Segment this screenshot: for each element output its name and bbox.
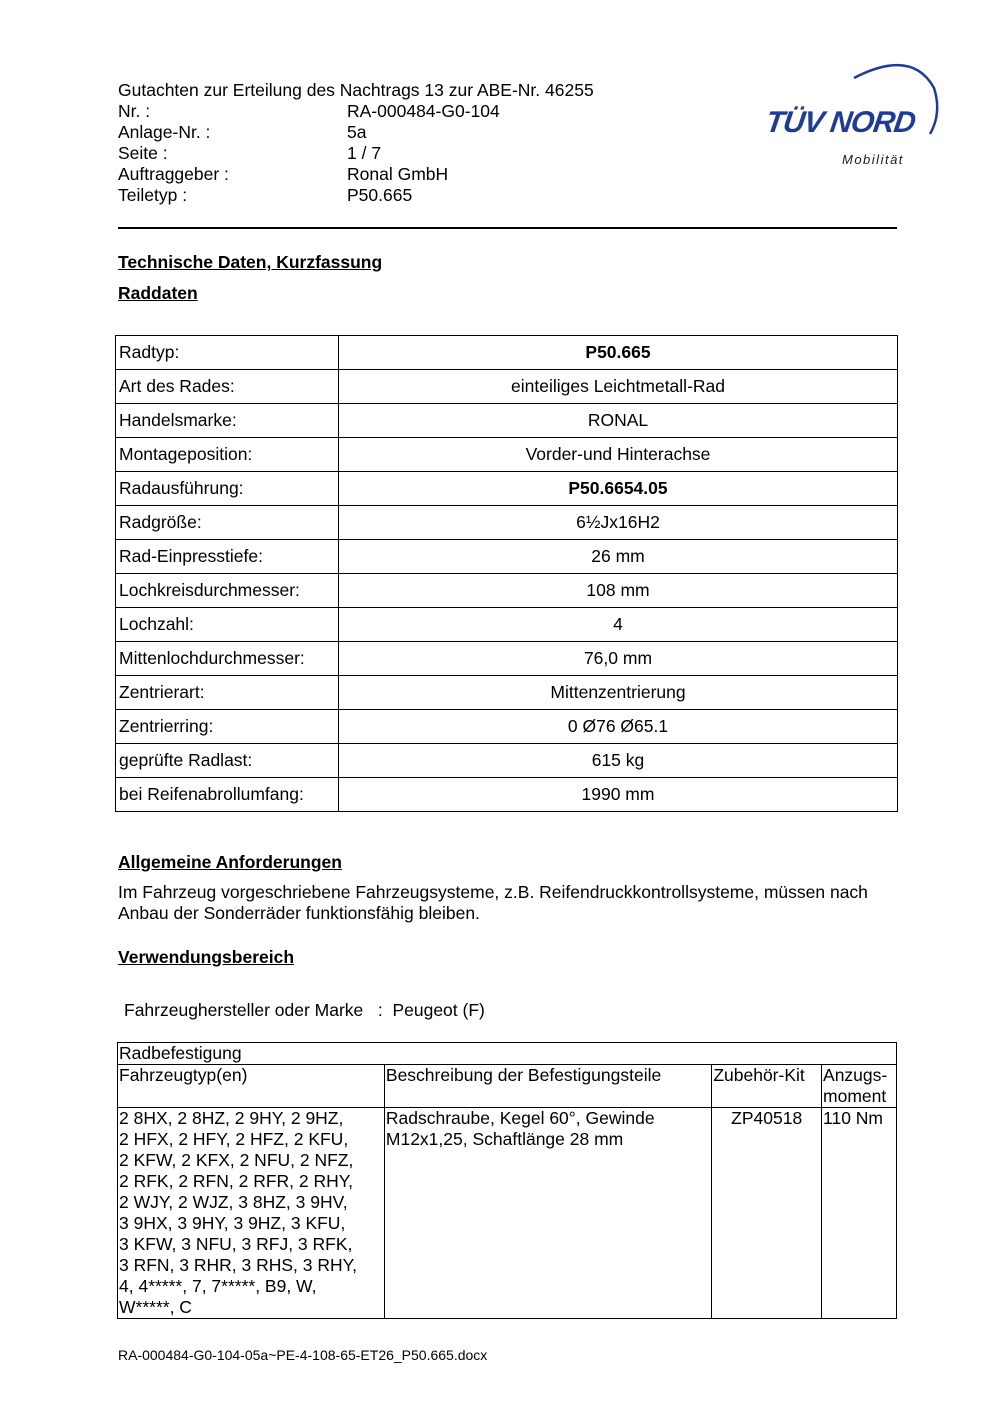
raddaten-value: P50.665 bbox=[339, 336, 898, 370]
raddaten-label: Radgröße: bbox=[116, 506, 339, 540]
cell-line: 3 9HX, 3 9HY, 3 9HZ, 3 KFU, bbox=[119, 1213, 346, 1233]
radbefestigung-caption: Radbefestigung bbox=[118, 1043, 897, 1065]
header-field-value: P50.665 bbox=[347, 185, 413, 205]
raddaten-value: 1990 mm bbox=[339, 778, 898, 812]
section-raddaten: Raddaten bbox=[118, 283, 198, 303]
anzugsmoment-cell: 110 Nm bbox=[822, 1108, 897, 1319]
raddaten-value: 615 kg bbox=[339, 744, 898, 778]
header-field-label: Nr. : bbox=[118, 101, 151, 121]
raddaten-label: Rad-Einpresstiefe: bbox=[116, 540, 339, 574]
raddaten-value: RONAL bbox=[339, 404, 898, 438]
raddaten-label: bei Reifenabrollumfang: bbox=[116, 778, 339, 812]
cell-line: 4, 4*****, 7, 7*****, B9, W, bbox=[119, 1276, 317, 1296]
table-row bbox=[116, 404, 898, 438]
cell-line: 2 RFK, 2 RFN, 2 RFR, 2 RHY, bbox=[119, 1171, 354, 1191]
cell-line: 2 HFX, 2 HFY, 2 HFZ, 2 KFU, bbox=[119, 1129, 349, 1149]
table-row bbox=[116, 438, 898, 472]
header-field-label: Seite : bbox=[118, 143, 168, 163]
raddaten-value: P50.6654.05 bbox=[339, 472, 898, 506]
table-row bbox=[116, 370, 898, 404]
header-fahrzeugtyp: Fahrzeugtyp(en) bbox=[118, 1065, 385, 1108]
cell-line: 2 8HX, 2 8HZ, 2 9HY, 2 9HZ, bbox=[119, 1108, 344, 1128]
zubehoer-kit-cell: ZP40518 bbox=[712, 1108, 822, 1319]
table-row bbox=[116, 540, 898, 574]
beschreibung-cell bbox=[384, 1108, 711, 1319]
table-row bbox=[116, 744, 898, 778]
raddaten-label: Radtyp: bbox=[116, 336, 339, 370]
table-row bbox=[116, 472, 898, 506]
section-tech: Technische Daten, Kurzfassung bbox=[118, 252, 383, 272]
fahrzeugtypen-cell bbox=[118, 1108, 385, 1319]
table-row bbox=[116, 506, 898, 540]
raddaten-label: Lochzahl: bbox=[116, 608, 339, 642]
table-row bbox=[118, 1108, 897, 1319]
section-verwendung: Verwendungsbereich bbox=[118, 947, 295, 967]
header-field bbox=[118, 164, 448, 185]
logo-brand: TÜV NORD bbox=[763, 106, 918, 139]
cell-line: 3 KFW, 3 NFU, 3 RFJ, 3 RFK, bbox=[119, 1234, 353, 1254]
header-zubehoer-kit: Zubehör-Kit bbox=[712, 1065, 822, 1108]
radbefestigung-header-row bbox=[118, 1065, 897, 1108]
header-field bbox=[118, 101, 500, 122]
raddaten-value: 4 bbox=[339, 608, 898, 642]
raddaten-label: Montageposition: bbox=[116, 438, 339, 472]
logo-subtitle: Mobilität bbox=[842, 152, 904, 167]
cell-line: W*****, C bbox=[119, 1297, 192, 1317]
raddaten-value: 0 Ø76 Ø65.1 bbox=[339, 710, 898, 744]
document-title: Gutachten zur Erteilung des Nachtrags 13 zur ABE-Nr. 46255 bbox=[118, 80, 594, 100]
header-field bbox=[118, 143, 381, 164]
raddaten-label: Lochkreisdurchmesser: bbox=[116, 574, 339, 608]
cell-line: Radschraube, Kegel 60°, Gewinde bbox=[385, 1108, 655, 1128]
header-field-label: Teiletyp : bbox=[118, 185, 188, 205]
raddaten-value: 26 mm bbox=[339, 540, 898, 574]
raddaten-label: Radausführung: bbox=[116, 472, 339, 506]
header-field-value: Ronal GmbH bbox=[347, 164, 449, 184]
table-row bbox=[116, 336, 898, 370]
cell-line: 2 WJY, 2 WJZ, 3 8HZ, 3 9HV, bbox=[119, 1192, 348, 1212]
tuev-nord-logo bbox=[762, 58, 942, 170]
raddaten-value: Vorder-und Hinterachse bbox=[339, 438, 898, 472]
table-row bbox=[116, 574, 898, 608]
header-field bbox=[118, 185, 412, 206]
header-field-value: 1 / 7 bbox=[347, 143, 382, 163]
header-beschreibung: Beschreibung der Befestigungsteile bbox=[384, 1065, 711, 1108]
cell-line: 3 RFN, 3 RHR, 3 RHS, 3 RHY, bbox=[119, 1255, 357, 1275]
header-field-value: RA-000484-G0-104 bbox=[347, 101, 500, 121]
raddaten-label: Art des Rades: bbox=[116, 370, 339, 404]
table-row bbox=[116, 642, 898, 676]
raddaten-label: geprüfte Radlast: bbox=[116, 744, 339, 778]
raddaten-value: 108 mm bbox=[339, 574, 898, 608]
raddaten-label: Mittenlochdurchmesser: bbox=[116, 642, 339, 676]
manufacturer-line: Fahrzeughersteller oder Marke : Peugeot (F) bbox=[124, 1000, 485, 1020]
header-field-label: Auftraggeber : bbox=[118, 164, 229, 184]
header-field-label: Anlage-Nr. : bbox=[118, 122, 211, 142]
raddaten-value: Mittenzentrierung bbox=[339, 676, 898, 710]
cell-line: M12x1,25, Schaftlänge 28 mm bbox=[385, 1129, 624, 1149]
raddaten-value: einteiliges Leichtmetall-Rad bbox=[339, 370, 898, 404]
allgemein-text: Im Fahrzeug vorgeschriebene Fahrzeugsysteme, z.B. Reifendruckkontrollsysteme, müssen nach Anbau der Sonderräder funktionsfähig bleiben. bbox=[118, 882, 868, 923]
header-field-value: 5a bbox=[347, 122, 367, 142]
header-field bbox=[118, 122, 366, 143]
raddaten-table bbox=[115, 335, 898, 812]
radbefestigung-table bbox=[117, 1042, 897, 1319]
table-row bbox=[116, 778, 898, 812]
section-allgemein: Allgemeine Anforderungen bbox=[118, 852, 342, 872]
header-divider bbox=[118, 227, 897, 229]
header-anzugsmoment: Anzugs- moment bbox=[822, 1065, 897, 1108]
raddaten-value: 76,0 mm bbox=[339, 642, 898, 676]
table-row bbox=[116, 608, 898, 642]
raddaten-label: Zentrierart: bbox=[116, 676, 339, 710]
raddaten-value: 6½Jx16H2 bbox=[339, 506, 898, 540]
footer-filename: RA-000484-G0-104-05a~PE-4-108-65-ET26_P50.665.docx bbox=[118, 1347, 488, 1363]
raddaten-label: Handelsmarke: bbox=[116, 404, 339, 438]
table-row bbox=[116, 676, 898, 710]
raddaten-label: Zentrierring: bbox=[116, 710, 339, 744]
table-row bbox=[116, 710, 898, 744]
cell-line: 2 KFW, 2 KFX, 2 NFU, 2 NFZ, bbox=[119, 1150, 354, 1170]
